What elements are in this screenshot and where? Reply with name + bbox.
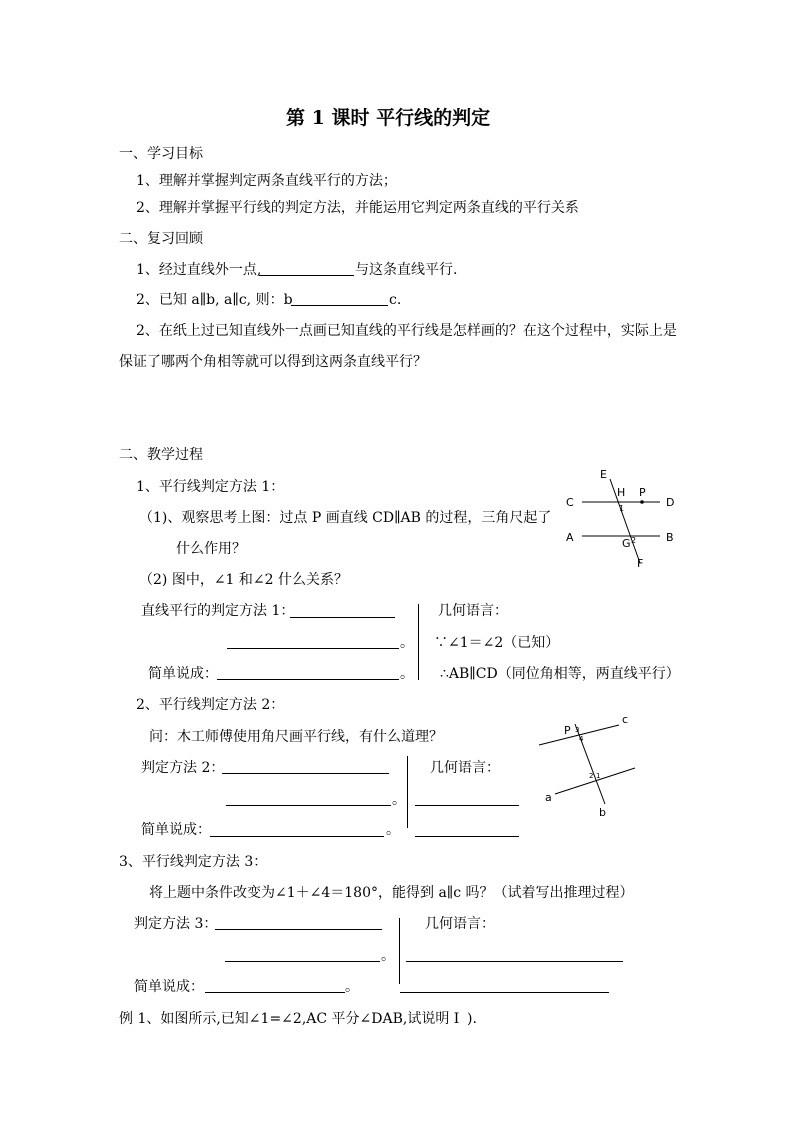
method3-rule-blank-2[interactable]	[225, 961, 380, 962]
fig2-label-b: b	[599, 806, 606, 819]
method1-geo-conclusion: ∴AB∥CD（同位角相等，两直线平行）	[440, 666, 680, 682]
figure-parallel-lines-1	[560, 465, 690, 575]
review-q3-line1: 2、在纸上过已知直线外一点画已知直线的平行线是怎样画的？在这个过程中，实际上是	[136, 323, 677, 339]
point-p	[640, 500, 644, 504]
method1-period: 。	[400, 635, 414, 651]
method2-heading: 2、平行线判定方法 2：	[136, 697, 285, 713]
method1-question2: （2) 图中，∠1 和∠2 什么关系？	[139, 572, 348, 588]
method3-simple-label: 简单说成：	[134, 979, 204, 995]
review-heading: 二、复习回顾	[119, 231, 203, 247]
method2-rule-label: 判定方法 2：	[141, 760, 225, 776]
fig1-label-p: P	[639, 486, 646, 499]
method2-geo-label: 几何语言：	[430, 760, 500, 776]
review-q1-blank[interactable]	[259, 275, 354, 276]
method2-question: 问：木工师傅使用角尺画平行线，有什么道理？	[149, 729, 443, 745]
figure-parallel-lines-2	[535, 712, 655, 822]
method2-simple-blank[interactable]	[210, 836, 384, 837]
method1-rule-blank-2[interactable]	[227, 648, 399, 649]
fig1-label-c: C	[566, 496, 574, 509]
method2-divider	[407, 756, 408, 828]
method2-geo-blank-1[interactable]	[415, 805, 519, 806]
fig1-label-h: H	[617, 486, 626, 499]
fig2-angle-1: 1	[596, 772, 601, 780]
method3-geo-blank-1[interactable]	[406, 961, 623, 962]
method1-rule-blank-1[interactable]	[290, 617, 395, 618]
method3-question: 将上题中条件改变为∠1＋∠4＝180°，能得到 a∥c 吗？（试着写出推理过程）	[149, 885, 634, 901]
method3-heading: 3、平行线判定方法 3：	[119, 854, 268, 870]
fig2-angle-2: 2	[589, 772, 594, 780]
fig1-angle-1: 1	[619, 504, 625, 513]
method2-period: 。	[392, 792, 406, 808]
method2-rule-blank-1[interactable]	[222, 773, 389, 774]
method1-question1-cont: 什么作用？	[176, 541, 246, 557]
method3-rule-label: 判定方法 3：	[134, 916, 218, 932]
goal-item-2: 2、理解并掌握平行线的判定方法，并能运用它判定两条直线的平行关系	[136, 200, 579, 216]
method1-geo-label: 几何语言：	[438, 603, 508, 619]
fig2-angle-3: 3	[575, 726, 580, 734]
method3-period: 。	[381, 948, 395, 964]
method3-geo-label: 几何语言：	[425, 916, 495, 932]
review-q1-text-end: 与这条直线平行.	[355, 262, 458, 278]
method3-simple-period: 。	[345, 979, 359, 995]
teaching-heading: 二、教学过程	[119, 447, 203, 463]
method2-geo-blank-2[interactable]	[415, 836, 519, 837]
method1-rule-label: 直线平行的判定方法 1：	[141, 603, 295, 619]
fig2-label-p: P	[564, 724, 571, 737]
fig1-angle-2: 2	[631, 536, 637, 545]
fig2-label-a: a	[545, 791, 552, 804]
method1-geo-given: ∵∠1＝∠2（已知）	[434, 635, 560, 651]
method3-rule-blank-1[interactable]	[215, 929, 382, 930]
method1-simple-blank[interactable]	[217, 679, 399, 680]
goal-item-1: 1、理解并掌握判定两条直线平行的方法；	[136, 173, 397, 189]
goals-heading: 一、学习目标	[119, 146, 203, 162]
page-title: 第 1 课时 平行线的判定	[286, 107, 491, 129]
line-a	[555, 768, 635, 794]
method2-rule-blank-2[interactable]	[226, 805, 391, 806]
review-q3-line2: 保证了哪两个角相等就可以得到这两条直线平行？	[119, 354, 427, 370]
method2-simple-period: 。	[386, 822, 400, 838]
review-q1-text: 1、经过直线外一点,	[136, 262, 262, 278]
fig1-label-b: B	[666, 531, 674, 544]
fig1-label-f: F	[637, 557, 644, 570]
review-q2-text: 2、已知 a∥b, a∥c, 则：b	[136, 292, 293, 308]
example-1-end: ).	[467, 1011, 477, 1027]
method1-divider	[418, 604, 419, 680]
method1-question1: （1)、观察思考上图：过点 P 画直线 CD∥AB 的过程，三角尺起了	[139, 510, 552, 526]
fig1-label-e: E	[600, 468, 607, 481]
fig1-label-g: G	[622, 537, 631, 550]
method1-simple-period: 。	[400, 666, 414, 682]
method3-geo-blank-2[interactable]	[400, 992, 609, 993]
method1-heading: 1、平行线判定方法 1：	[136, 479, 285, 495]
method2-simple-label: 简单说成：	[141, 822, 211, 838]
fig2-angle-4: 4	[579, 735, 584, 743]
fig1-label-d: D	[666, 496, 675, 509]
method3-simple-blank[interactable]	[205, 992, 345, 993]
fig2-label-c: c	[622, 713, 629, 726]
review-q2-blank[interactable]	[291, 305, 388, 306]
fig1-label-a: A	[566, 531, 574, 544]
method1-simple-label: 简单说成：	[148, 666, 218, 682]
example-1: 例 1、如图所示,已知∠1=∠2,AC 平分∠DAB,试说明 I	[119, 1011, 460, 1027]
method3-divider	[399, 918, 400, 984]
review-q2-text-end: c.	[389, 292, 402, 308]
